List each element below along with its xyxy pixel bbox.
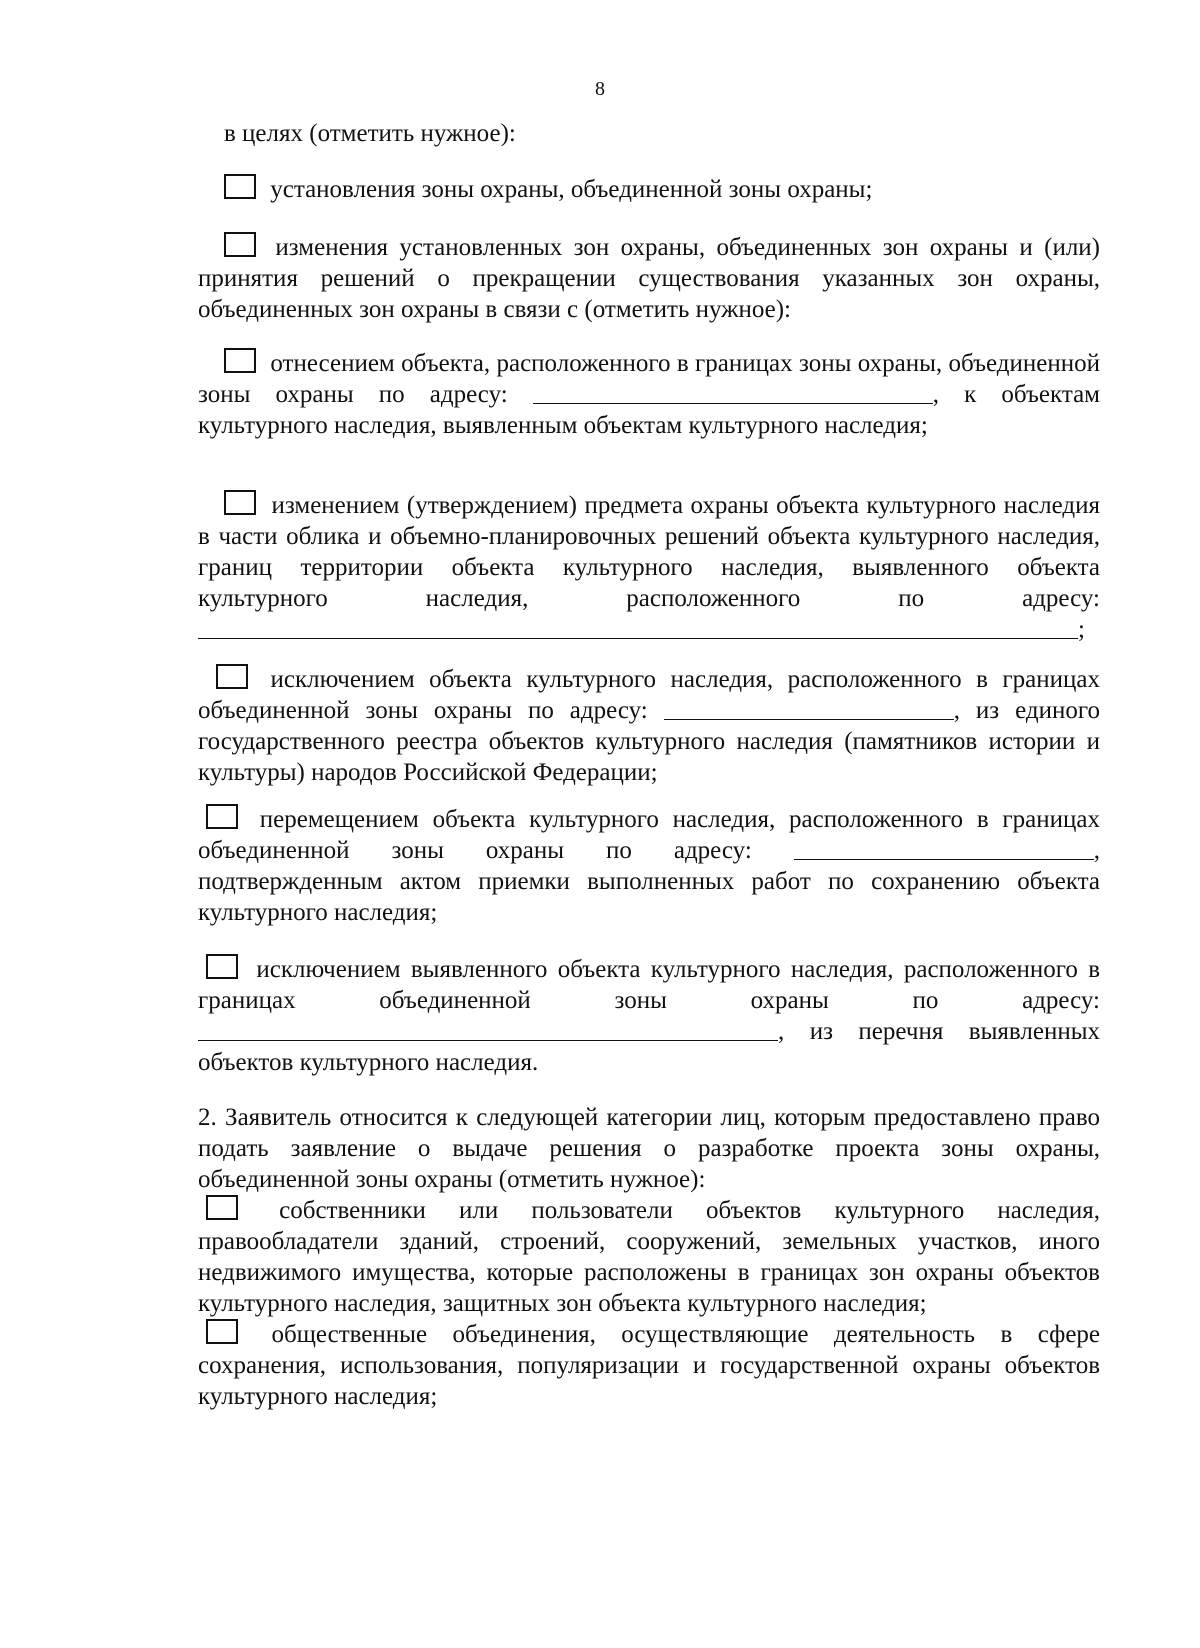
category-text: общественные объединения, осуществляющие деятельность в сфере сохранения, использования, популяризации и государственной охраны объектов культурного наследия; xyxy=(198,1321,1101,1410)
option-protection-subject xyxy=(198,490,1100,645)
checkbox-icon[interactable] xyxy=(224,232,256,257)
option-text-before: отнесением объекта, расположенного в границах зоны охраны, объединенной зоны охраны по адресу: xyxy=(198,350,1100,408)
checkbox-icon[interactable] xyxy=(206,804,238,829)
option-zone-change xyxy=(198,232,1100,325)
checkbox-icon[interactable] xyxy=(224,490,256,515)
option-text-after: , из единого государственного реестра объектов культурного наследия (памятников истории и культуры) народов Российской Федерации; xyxy=(198,697,1100,786)
option-text-before: перемещением объекта культурного наследия, расположенного в границах объединенной зоны охраны по адресу: xyxy=(198,806,1100,864)
option-assign-heritage xyxy=(198,348,1100,441)
section-2-intro: 2. Заявитель относится к следующей категории лиц, которым предоставлено право подать заявление о выдаче решения о разработке проекта зоны охраны, объединенной зоны охраны (отметить нужное): xyxy=(198,1104,1100,1193)
category-text: собственники или пользователи объектов культурного наследия, правообладатели зданий, строений, сооружений, земельных участков, иного недвижимого имущества, которые расположены в границах зон охраны объектов культурного наследия, защитных зон объекта культурного наследия; xyxy=(198,1197,1100,1317)
checkbox-icon[interactable] xyxy=(216,664,248,689)
checkbox-icon[interactable] xyxy=(206,1319,238,1344)
checkbox-icon[interactable] xyxy=(206,954,238,979)
option-zone-establish xyxy=(224,174,1126,205)
checkbox-icon[interactable] xyxy=(224,348,256,373)
applicant-category-associations xyxy=(198,1319,1100,1412)
option-exclude-registry xyxy=(198,664,1100,788)
applicant-category-owners xyxy=(198,1195,1100,1319)
address-blank[interactable] xyxy=(794,837,1094,860)
option-text-after: , к объектам культурного наследия, выявленным объектам культурного наследия; xyxy=(198,381,1100,439)
purpose-intro: в целях (отметить нужное): xyxy=(224,120,516,147)
option-text: установления зоны охраны, объединенной зоны охраны; xyxy=(270,176,873,203)
option-exclude-identified xyxy=(198,954,1100,1078)
section-2 xyxy=(198,1102,1100,1412)
option-text-after: , подтвержденным актом приемки выполненных работ по сохранению объекта культурного наследия; xyxy=(198,837,1100,926)
address-blank[interactable] xyxy=(533,381,933,404)
option-text-before: исключением выявленного объекта культурного наследия, расположенного в границах объединенной зоны охраны по адресу: xyxy=(198,956,1101,1014)
option-relocation xyxy=(198,804,1100,928)
address-blank[interactable] xyxy=(198,1018,778,1041)
address-blank[interactable] xyxy=(664,697,954,720)
address-blank[interactable] xyxy=(198,616,1078,639)
option-text-after: ; xyxy=(1078,616,1085,643)
checkbox-icon[interactable] xyxy=(224,174,256,199)
option-text-after: , из перечня выявленных объектов культурного наследия. xyxy=(198,1018,1100,1076)
checkbox-icon[interactable] xyxy=(206,1195,238,1220)
option-text-before: исключением объекта культурного наследия, расположенного в границах объединенной зоны охраны по адресу: xyxy=(198,666,1100,724)
option-text: изменения установленных зон охраны, объединенных зон охраны и (или) принятия решений о прекращении существования указанных зон охраны, объединенных зон охраны в связи с (отметить нужное): xyxy=(198,234,1100,323)
option-text-before: изменением (утверждением) предмета охраны объекта культурного наследия в части облика и объемно-планировочных решений объекта культурного наследия, границ территории объекта культурного наследия, выявленного объекта культурного наследия, расположенного по адресу: xyxy=(198,492,1100,612)
page-number: 8 xyxy=(595,78,605,100)
